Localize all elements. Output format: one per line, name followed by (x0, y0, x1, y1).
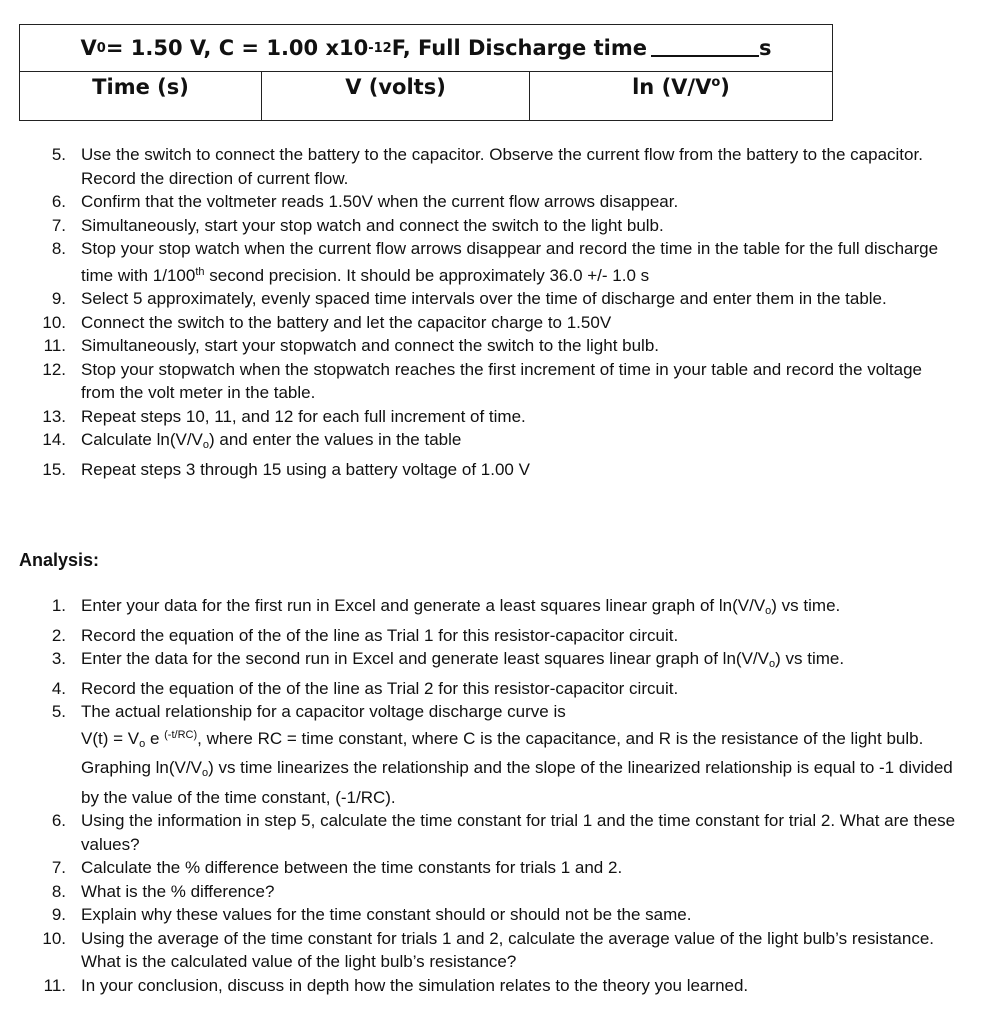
item-number: 8. (51, 239, 66, 258)
item-text-cont: second precision. It should be approximately 36.0 +/- 1.0 s (204, 265, 650, 285)
capacitance-unit-text: F, Full Discharge time (391, 36, 647, 60)
subscript: o (201, 767, 209, 779)
list-item (0, 334, 958, 358)
item-text: Enter your data for the first run in Excel and generate a least squares linear graph of ln(V/V (81, 596, 766, 615)
item-number: 3. (51, 649, 66, 668)
item-number: 6. (51, 192, 66, 211)
list-item (0, 624, 958, 648)
col-time-label: Time (s) (92, 75, 189, 99)
col-volts (262, 72, 530, 121)
list-item (0, 809, 958, 856)
analysis-heading: Analysis: (19, 550, 100, 570)
col-ln (530, 72, 832, 121)
item-number: 14. (42, 430, 66, 449)
item-number: 13. (42, 406, 66, 426)
item-text: Record the equation of the of the line as Trial 1 for this resistor-capacitor circuit. (81, 625, 679, 645)
item-text: Record the equation of the of the line as Trial 2 for this resistor-capacitor circuit. (81, 678, 679, 698)
col-time (20, 72, 262, 121)
item-number: 5. (51, 145, 66, 164)
item-number: 7. (51, 858, 66, 877)
item-text-cont: ) and enter the values in the table (209, 430, 462, 449)
item-number: 2. (51, 625, 66, 645)
col-ln-suffix: ) (720, 75, 730, 99)
item-number: 1. (51, 596, 66, 615)
item-number: 12. (42, 359, 66, 379)
item-number: 11. (43, 336, 66, 355)
col-ln-sub: o (711, 75, 721, 90)
item-number: 5. (51, 702, 66, 721)
item-number: 8. (51, 881, 66, 901)
procedure-steps (0, 143, 958, 481)
equation-text: ) vs time linearizes the relationship and the slope of the linearized relationship is equal to -1 divided by the value of the time constant, (-1/RC). (81, 758, 953, 807)
item-text: In your conclusion, discuss in depth how the simulation relates to the theory you learned. (81, 975, 749, 995)
item-text: Confirm that the voltmeter reads 1.50V when the current flow arrows disappear. (81, 192, 679, 211)
item-text: Calculate ln(V/V (81, 430, 203, 449)
v0-subscript: 0 (96, 40, 106, 56)
subscript: o (202, 439, 210, 451)
item-text: Simultaneously, start your stop watch and connect the switch to the light bulb. (81, 215, 664, 235)
data-table (19, 24, 833, 121)
item-text: Calculate the % difference between the time constants for trials 1 and 2. (81, 858, 623, 877)
item-text: Enter the data for the second run in Excel and generate least squares linear graph of ln(V/V (81, 649, 769, 668)
col-volts-label: V (volts) (345, 75, 446, 99)
subscript: o (139, 737, 146, 750)
subscript: o (765, 605, 772, 617)
item-text: Simultaneously, start your stopwatch and connect the switch to the light bulb. (81, 336, 659, 355)
seconds-unit: s (758, 36, 772, 60)
list-item (0, 311, 958, 335)
item-number: 10. (42, 928, 66, 948)
equation-text: e (145, 728, 165, 748)
list-item (0, 700, 958, 809)
table-header-row (20, 72, 832, 121)
list-item (0, 594, 958, 624)
item-number: 11. (43, 975, 66, 995)
list-item (0, 428, 958, 458)
list-item (0, 927, 958, 974)
item-text: Explain why these values for the time constant should or should not be the same. (81, 905, 692, 924)
item-text: Connect the switch to the battery and let the capacitor charge to 1.50V (81, 312, 612, 332)
item-text: Stop your stop watch when the current flow arrows disappear and record the time in the table for the full discharge time with 1/100 (81, 239, 939, 285)
list-item (0, 880, 958, 904)
subscript: o (768, 658, 776, 670)
list-item (0, 358, 958, 405)
item-text: The actual relationship for a capacitor voltage discharge curve is (81, 702, 566, 721)
v0-label: V (80, 36, 97, 60)
item-number: 6. (51, 811, 66, 830)
list-item (0, 974, 958, 998)
list-item (0, 903, 958, 927)
col-ln-prefix: ln (V/V (632, 75, 712, 99)
list-item (0, 237, 958, 287)
v0-value: = 1.50 V, C = 1.00 x10 (105, 36, 369, 60)
item-number: 9. (51, 289, 66, 308)
list-item (0, 287, 958, 311)
item-text-cont: ) vs time. (775, 649, 845, 668)
item-text: Use the switch to connect the battery to the capacitor. Observe the current flow from the battery to the capacitor. Record the direction of current flow. (81, 145, 923, 188)
item-text-cont: ) vs time. (771, 596, 841, 615)
item-number: 10. (42, 312, 66, 332)
exponent: (-t/RC) (164, 728, 198, 741)
item-text: Stop your stopwatch when the stopwatch reaches the first increment of time in your table and record the voltage from the volt meter in the table. (81, 359, 923, 402)
item-text: Repeat steps 10, 11, and 12 for each full increment of time. (81, 406, 526, 426)
list-item (0, 405, 958, 429)
item-text: What is the % difference? (81, 881, 275, 901)
item-text: Using the information in step 5, calculate the time constant for trial 1 and the time constant for trial 2. What are these values? (81, 811, 956, 854)
analysis-items (0, 594, 958, 997)
item-text: Select 5 approximately, evenly spaced time intervals over the time of discharge and enter them in the table. (81, 289, 887, 308)
list-item (0, 190, 958, 214)
list-item (0, 647, 958, 677)
item-text: Using the average of the time constant for trials 1 and 2, calculate the average value of the light bulb’s resistance. What is the calculated value of the light bulb’s resistance? (81, 928, 935, 971)
list-item (0, 143, 958, 190)
list-item (0, 214, 958, 238)
item-number: 7. (51, 215, 66, 235)
superscript: th (195, 265, 205, 278)
item-number: 9. (51, 905, 66, 924)
capacitance-exponent: -12 (368, 40, 392, 56)
list-item (0, 458, 958, 482)
item-text: Repeat steps 3 through 15 using a battery voltage of 1.00 V (81, 459, 530, 479)
discharge-time-blank[interactable] (651, 39, 759, 57)
item-number: 4. (51, 678, 66, 698)
list-item (0, 677, 958, 701)
list-item (0, 856, 958, 880)
item-number: 15. (42, 459, 66, 479)
table-title-row (20, 25, 832, 72)
equation-text: , where RC = time constant, where C is the capacitance, and R is the resistance of the light bulb. Graphing ln(V/V (81, 728, 924, 777)
equation-text: V(t) = V (81, 728, 140, 748)
